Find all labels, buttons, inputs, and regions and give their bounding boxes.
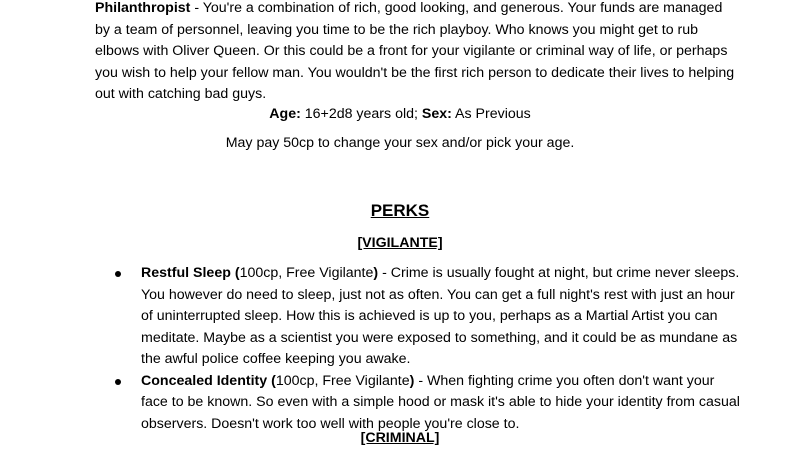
perk-cost: 100cp, Free Vigilante [275,372,410,389]
perk-close-paren: ) [409,372,415,389]
perk-open-paren: ( [267,372,276,389]
perk-cost: 100cp, Free Vigilante [239,265,374,281]
age-label: Age: [269,106,301,122]
list-item [95,263,745,371]
age-value: 16+2d8 years old; [300,106,422,122]
perk-list [95,263,745,435]
philanthropist-term: Philanthropist [95,0,191,16]
list-item [95,371,745,436]
age-sex-line [0,104,800,124]
perk-name: Restful Sleep [141,265,231,281]
bullet-icon [115,271,121,277]
perk-description: - Crime is usually fought at night, but crime never sleeps. You however do need to sleep, just not as often. You can get a full night's rest with just an hour of uninterrupted sleep. How this is achieved is up to you, perhaps as a Martial Artist you can meditate. Maybe as a scientist you were exposed to something, and it could be as mundane as the awful police coffee keeping you awake. [141,265,740,367]
perks-heading: PERKS [370,201,430,220]
sex-value: As Previous [451,106,531,122]
perk-name: Concealed Identity [141,372,268,389]
perk-open-paren: ( [230,265,240,281]
criminal-heading: [CRIMINAL] [360,430,440,446]
perk-description: - When fighting crime you often don't want your face to be known. So even with a simple hood or mask it's able to hide your identity from casual observers. Doesn't work too well with people you're close to. [141,372,740,432]
philanthropist-description: - You're a combination of rich, good looking, and generous. Your funds are managed by a team of personnel, leaving you time to be the rich playboy. Who knows you might get to rub elbows with Oliver Queen. Or this could be a front for your vigilante or criminal way of life, or perhaps you wish to help your fellow man. You wouldn't be the first rich person to dedicate their lives to helping out with catching bad guys. [95,0,735,102]
philanthropist-paragraph [95,0,735,106]
pay-line: May pay 50cp to change your sex and/or pick your age. [225,135,575,151]
bullet-icon [115,379,121,385]
sex-label: Sex: [421,106,452,122]
vigilante-heading: [VIGILANTE] [357,235,443,251]
perk-close-paren: ) [373,265,379,281]
